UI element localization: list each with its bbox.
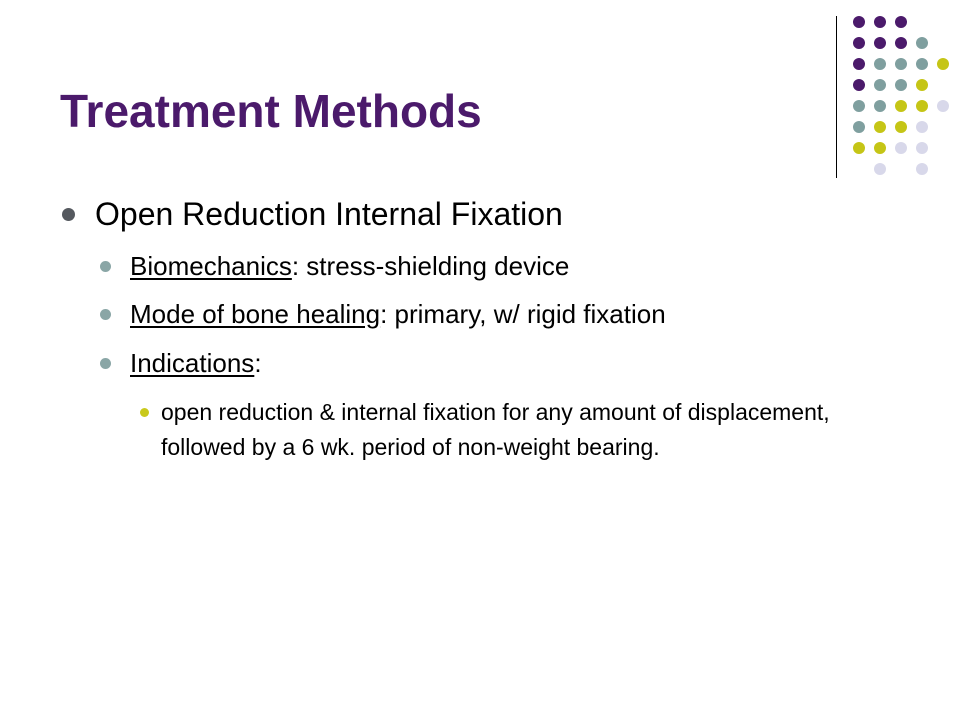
decorative-dot-purple bbox=[895, 37, 907, 49]
decorative-dot-lavender bbox=[937, 100, 949, 112]
sub-bullet-rest: : primary, w/ rigid fixation bbox=[380, 299, 666, 329]
decorative-dot-teal bbox=[916, 37, 928, 49]
decorative-dot-teal bbox=[874, 58, 886, 70]
decorative-dot-olive bbox=[874, 142, 886, 154]
detail-bullet-indications bbox=[140, 395, 840, 465]
decorative-dot-lavender bbox=[916, 163, 928, 175]
decorative-dot-teal bbox=[916, 58, 928, 70]
decorative-dot-olive bbox=[895, 100, 907, 112]
sub-bullet-dot-icon bbox=[100, 261, 111, 272]
decorative-dot-teal bbox=[874, 79, 886, 91]
decorative-dot-teal bbox=[853, 100, 865, 112]
decorative-dot-purple bbox=[853, 79, 865, 91]
decorative-dot-purple bbox=[874, 37, 886, 49]
decorative-dot-olive bbox=[853, 142, 865, 154]
sub-bullet-text bbox=[130, 298, 666, 330]
decorative-dot-teal bbox=[853, 121, 865, 133]
bullet-dot-icon bbox=[62, 208, 75, 221]
sub-bullet-rest: : stress-shielding device bbox=[291, 251, 570, 281]
sub-bullet-dot-icon bbox=[100, 358, 111, 369]
decorative-dot-lavender bbox=[874, 163, 886, 175]
decorative-dot-lavender bbox=[895, 142, 907, 154]
decorative-dot-olive bbox=[916, 100, 928, 112]
decorative-dot-teal bbox=[874, 100, 886, 112]
sub-bullet-dot-icon bbox=[100, 309, 111, 320]
sub-bullet-indications bbox=[100, 347, 262, 379]
decorative-dot-olive bbox=[874, 121, 886, 133]
sub-bullet-rest: : bbox=[254, 348, 262, 378]
sub-bullet-mode-of-bone-healing bbox=[100, 298, 666, 330]
sub-bullet-text bbox=[130, 250, 569, 282]
decorative-dot-purple bbox=[853, 58, 865, 70]
decorative-dot-teal bbox=[895, 79, 907, 91]
decorative-dot-purple bbox=[853, 37, 865, 49]
detail-bullet-dot-icon bbox=[140, 408, 149, 417]
sub-bullet-biomechanics bbox=[100, 250, 569, 282]
decorative-dot-olive bbox=[895, 121, 907, 133]
sub-bullet-term: Indications bbox=[130, 348, 255, 378]
vertical-divider bbox=[836, 16, 837, 178]
bullet-text: Open Reduction Internal Fixation bbox=[95, 196, 563, 232]
decorative-dot-purple bbox=[895, 16, 907, 28]
decorative-dot-lavender bbox=[916, 142, 928, 154]
bullet-open-reduction bbox=[62, 195, 563, 233]
decorative-dot-olive bbox=[916, 79, 928, 91]
sub-bullet-term: Mode of bone healing bbox=[130, 299, 381, 329]
detail-bullet-text: open reduction & internal fixation for any amount of displacement, followed by a 6 wk. period of non-weight bearing. bbox=[161, 399, 830, 460]
decorative-dot-teal bbox=[895, 58, 907, 70]
decorative-dot-purple bbox=[853, 16, 865, 28]
sub-bullet-text bbox=[130, 347, 262, 379]
decorative-dot-lavender bbox=[916, 121, 928, 133]
slide-title: Treatment Methods bbox=[60, 85, 482, 137]
sub-bullet-term: Biomechanics bbox=[130, 251, 292, 281]
decorative-dot-purple bbox=[874, 16, 886, 28]
decorative-dot-olive bbox=[937, 58, 949, 70]
